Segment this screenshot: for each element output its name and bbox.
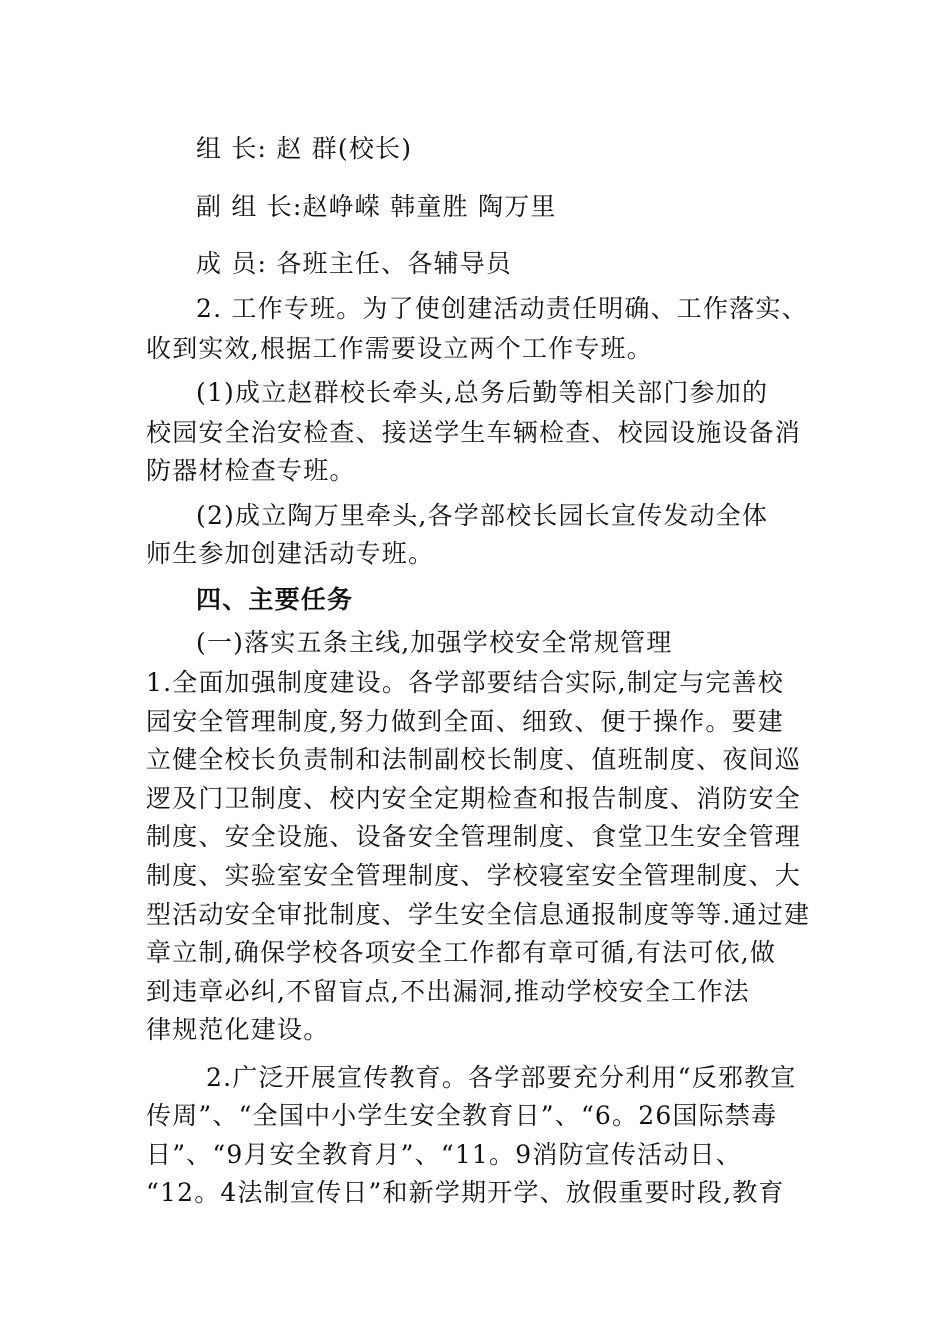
leader-line: 组 长: 赵 群(校长): [196, 134, 413, 163]
paragraph-line: “12。4法制宣传日”和新学期开学、放假重要时段,教育: [146, 1178, 785, 1207]
paragraph-line: 2. 工作专班。为了使创建活动责任明确、工作落实、: [196, 294, 808, 323]
paragraph-line: 制度、实验室安全管理制度、学校寝室安全管理制度、大: [146, 861, 802, 890]
paragraph-line: 到违章必纠,不留盲点,不出漏洞,推动学校安全工作法: [146, 977, 750, 1006]
paragraph-line: 章立制,确保学校各项安全工作都有章可循,有法可依,做: [146, 938, 777, 967]
paragraph-line: 日”、“9月安全教育月”、“11。9消防宣传活动日、: [146, 1140, 742, 1169]
paragraph-line: (2)成立陶万里牵头,各学部校长园长宣传发动全体: [196, 501, 769, 530]
paragraph-line: 1.全面加强制度建设。各学部要结合实际,制定与完善校: [146, 668, 785, 697]
paragraph-line: 逻及门卫制度、校内安全定期检查和报告制度、消防安全: [146, 784, 802, 813]
section-heading: 四、主要任务: [196, 585, 354, 614]
paragraph-line: 制度、安全设施、设备安全管理制度、食堂卫生安全管理: [146, 822, 802, 851]
paragraph-line: 律规范化建设。: [146, 1015, 330, 1044]
paragraph-line: (1)成立赵群校长牵头,总务后勤等相关部门参加的: [196, 378, 769, 407]
deputy-leader-line: 副 组 长:赵峥嵘 韩童胜 陶万里: [196, 192, 557, 221]
paragraph-line: 收到实效,根据工作需要设立两个工作专班。: [146, 334, 653, 363]
paragraph-line: 型活动安全审批制度、学生安全信息通报制度等等.通过建: [146, 900, 811, 929]
paragraph-line: 防器材检查专班。: [146, 456, 356, 485]
paragraph-line: 园安全管理制度,努力做到全面、细致、便于操作。要建: [146, 707, 784, 736]
subsection-heading: (一)落实五条主线,加强学校安全常规管理: [196, 628, 673, 657]
paragraph-line: 校园安全治安检查、接送学生车辆检查、校园设施设备消: [146, 418, 802, 447]
paragraph-line: 师生参加创建活动专班。: [146, 539, 435, 568]
paragraph-line: 立健全校长负责制和法制副校长制度、值班制度、夜间巡: [146, 745, 802, 774]
members-line: 成 员: 各班主任、各辅导员: [196, 249, 513, 278]
paragraph-line: 2.广泛开展宣传教育。各学部要充分利用“反邪教宣: [206, 1063, 797, 1092]
paragraph-line: 传周”、“全国中小学生安全教育日”、“6。26国际禁毒: [146, 1101, 778, 1130]
